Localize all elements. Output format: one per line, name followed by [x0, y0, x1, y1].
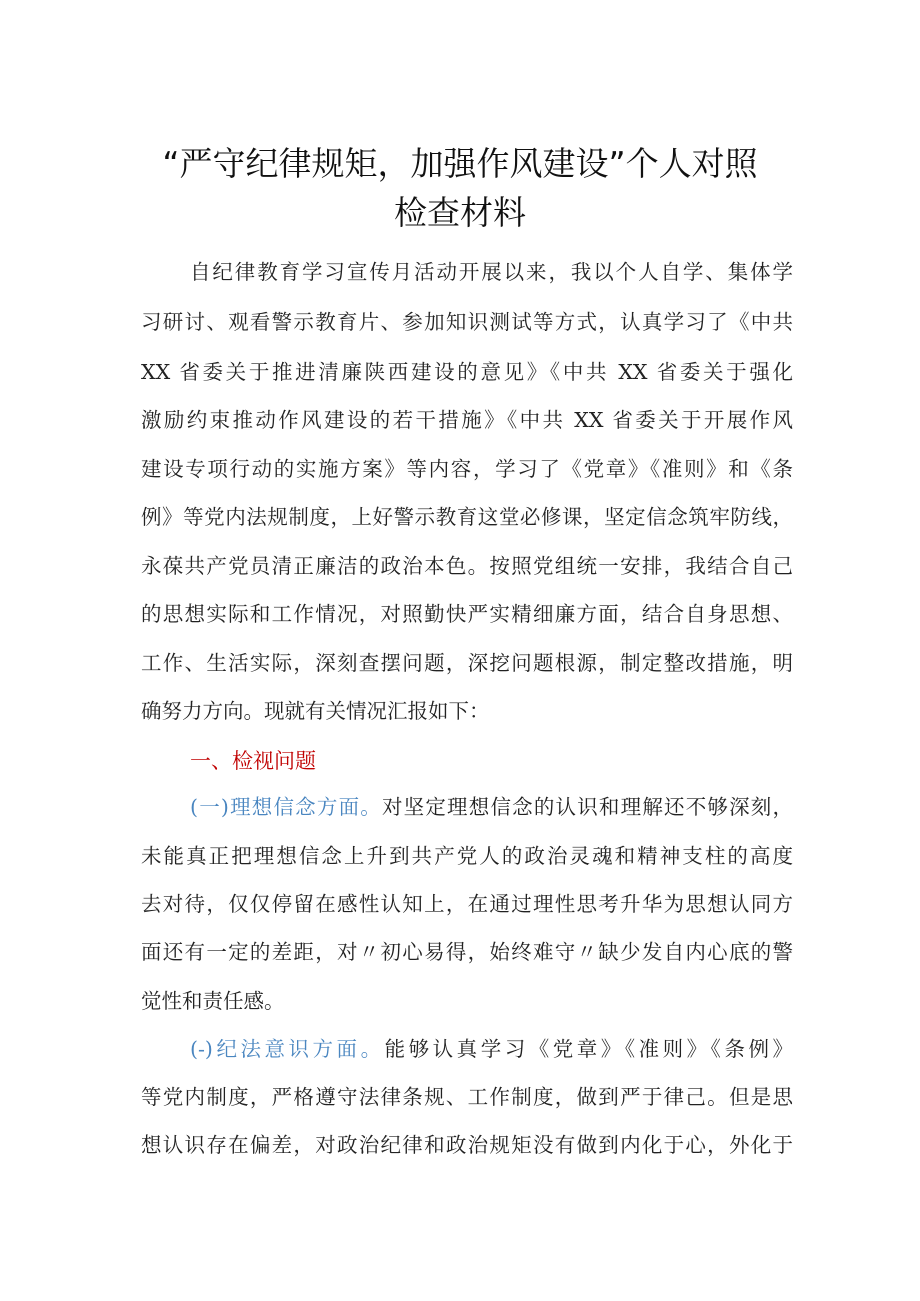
paragraph-line: 确努力方向。现就有关情况汇报如下：: [141, 699, 490, 723]
item-text: 对坚定理想信念的认识和理解还不够深刻，: [381, 795, 794, 819]
paragraph-line: 工作、生活实际，深刻查摆问题，深挖问题根源，制定整改措施，明: [141, 651, 793, 675]
paragraph-line: [190, 792, 793, 822]
title-line-2: 检查材料: [394, 193, 526, 232]
paragraph-line: 激励约束推动作风建设的若干措施》《中共 XX 省委关于开展作风: [141, 408, 793, 432]
item-text: 能够认真学习《党章》《准则》《条例》: [384, 1037, 793, 1061]
paragraph-line: 建设专项行动的实施方案》等内容，学习了《党章》《准则》和《条: [141, 457, 793, 481]
paragraph-line: 习研讨、观看警示教育片、参加知识测试等方式，认真学习了《中共: [141, 310, 793, 334]
section-heading: 一、检视问题: [190, 749, 316, 773]
item-label: (一)理想信念方面。: [190, 795, 382, 819]
paragraph-line: 永葆共产党员清正廉洁的政治本色。按照党组统一安排，我结合自己: [141, 554, 793, 578]
paragraph-line: 想认识存在偏差，对政治纪律和政治规矩没有做到内化于心，外化于: [141, 1133, 793, 1157]
paragraph-line: 未能真正把理想信念上升到共产党人的政治灵魂和精神支柱的高度: [141, 844, 793, 868]
title-line-1: “严守纪律规矩，加强作风建设”个人对照: [162, 144, 758, 183]
paragraph-line: 面还有一定的差距，对〃初心易得，始终难守〃缺少发自内心底的警: [141, 940, 793, 964]
paragraph-line: 觉性和责任感。: [141, 989, 285, 1013]
paragraph-line: 自纪律教育学习宣传月活动开展以来，我以个人自学、集体学: [190, 260, 793, 284]
paragraph-line: 例》等党内法规制度，上好警示教育这堂必修课，坚定信念筑牢防线，: [141, 505, 793, 529]
item-label: (-)纪法意识方面。: [190, 1037, 385, 1061]
paragraph-line: [190, 1034, 793, 1064]
paragraph-line: 去对待，仅仅停留在感性认知上，在通过理性思考升华为思想认同方: [141, 892, 793, 916]
paragraph-line: XX 省委关于推进清廉陕西建设的意见》《中共 XX 省委关于强化: [141, 360, 793, 384]
paragraph-line: 的思想实际和工作情况，对照勤快严实精细廉方面，结合自身思想、: [141, 602, 793, 626]
paragraph-line: 等党内制度，严格遵守法律条规、工作制度，做到严于律己。但是思: [141, 1085, 793, 1109]
